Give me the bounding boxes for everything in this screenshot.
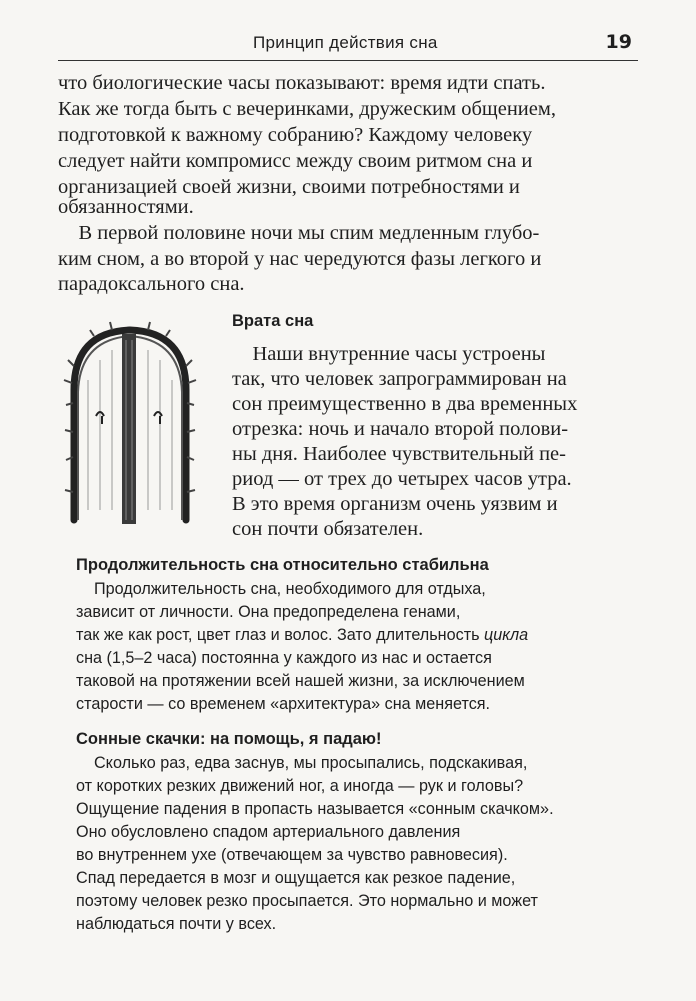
jerks-line: Сколько раз, едва заснув, мы просыпались, подскакивая, bbox=[76, 754, 528, 772]
italic-cycle-word: цикла bbox=[484, 626, 529, 644]
duration-line bbox=[76, 626, 528, 645]
intro-line: В первой половине ночи мы спим медленным глубо- bbox=[58, 222, 540, 244]
gate-line: отрезка: ночь и начало второй полови- bbox=[232, 418, 569, 440]
intro-line: что биологические часы показывают: время идти спать. bbox=[58, 72, 546, 94]
gate-line: сон почти обязателен. bbox=[232, 518, 424, 540]
jerks-line: Оно обусловлено спадом артериального давления bbox=[76, 823, 461, 841]
gate-line: ны дня. Наиболее чувствительный пе- bbox=[232, 443, 566, 465]
intro-line: следует найти компромисс между своим ритмом сна и bbox=[58, 150, 533, 172]
duration-line: зависит от личности. Она предопределена генами, bbox=[76, 603, 461, 621]
duration-line: таковой на протяжении всей нашей жизни, за исключением bbox=[76, 672, 525, 690]
running-header bbox=[58, 30, 638, 61]
duration-line-text: так же как рост, цвет глаз и волос. Зато длительность bbox=[76, 626, 485, 644]
gate-line: так, что человек запрограммирован на bbox=[232, 368, 567, 390]
jerks-line: Ощущение падения в пропасть называется «сонным скачком». bbox=[76, 800, 554, 818]
intro-line: парадоксального сна. bbox=[58, 273, 245, 295]
intro-line: организацией своей жизни, своими потребностями и bbox=[58, 176, 520, 198]
jerks-line: поэтому человек резко просыпается. Это нормально и может bbox=[76, 892, 538, 910]
gate-line: Наши внутренние часы устроены bbox=[232, 343, 546, 365]
intro-line: Как же тогда быть с вечеринками, дружеским общением, bbox=[58, 98, 556, 120]
gate-line: сон преимущественно в два временных bbox=[232, 393, 578, 415]
running-header-title: Принцип действия сна bbox=[253, 33, 438, 52]
section-heading-duration: Продолжительность сна относительно стабильна bbox=[76, 556, 489, 574]
jerks-line: от коротких резких движений ног, а иногда — рук и головы? bbox=[76, 777, 524, 795]
section-heading-sleep-jerks: Сонные скачки: на помощь, я падаю! bbox=[76, 730, 382, 748]
sleep-gate-illustration bbox=[60, 320, 200, 530]
jerks-line: во внутреннем ухе (отвечающем за чувство равновесия). bbox=[76, 846, 508, 864]
page-number: 19 bbox=[605, 31, 632, 53]
duration-line: старости — со временем «архитектура» сна меняется. bbox=[76, 695, 491, 713]
gate-line: риод — от трех до четырех часов утра. bbox=[232, 468, 572, 490]
duration-line: сна (1,5–2 часа) постоянна у каждого из нас и остается bbox=[76, 649, 492, 667]
intro-line: подготовкой к важному собранию? Каждому человеку bbox=[58, 124, 533, 146]
gate-line: В это время организм очень уязвим и bbox=[232, 493, 558, 515]
duration-line: Продолжительность сна, необходимого для отдыха, bbox=[76, 580, 486, 598]
jerks-line: наблюдаться почти у всех. bbox=[76, 915, 277, 933]
jerks-line: Спад передается в мозг и ощущается как резкое падение, bbox=[76, 869, 516, 887]
intro-line: обязанностями. bbox=[58, 196, 194, 218]
section-heading-sleep-gate: Врата сна bbox=[232, 312, 314, 330]
intro-line: ким сном, а во второй у нас чередуются фазы легкого и bbox=[58, 248, 542, 270]
